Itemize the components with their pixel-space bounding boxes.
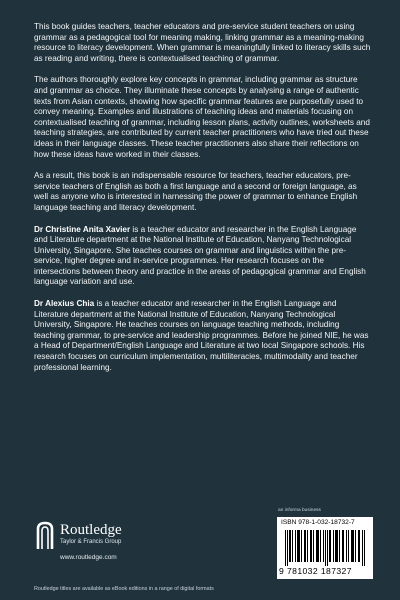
routledge-logo-icon [34, 521, 56, 551]
author-name: Dr Alexius Chia [34, 299, 95, 309]
publisher-name: Routledge [60, 522, 122, 538]
author-bio-1 [34, 225, 372, 289]
author-bio-2 [34, 299, 372, 373]
description-paragraph-3: As a result, this book is an indispensable resource for teachers, teacher educators, pre-service teachers of English as both a first language and a second or foreign language, as well as anyone who is interested in harnessing the power of grammar to enhance English language teaching and literacy development. [34, 171, 358, 212]
cover-footer [0, 508, 400, 600]
author-bio-text: is a teacher educator and researcher in the English Language and Literature department at the National Institute of Education, Nanyang Technological University, Singapore. She teaches courses on grammar and linguistics within the pre-service, higher degree and in-service programmes. Her research focuses on the intersections between theory and practice in the areas of pedagogical grammar and English language variation and use. [34, 224, 366, 287]
publisher-group: Taylor & Francis Group [60, 539, 122, 545]
description-paragraph-2: The authors thoroughly explore key concepts in grammar, including grammar as structure and grammar as choice. They illuminate these concepts by analysing a range of authentic texts from Asian contexts, showing how specific grammar features are purposefully used to convey meaning. Examples and illustrations of teaching ideas and materials focusing on contextualised teaching of grammar, including lesson plans, activity outlines, worksheets and teaching strategies, are contributed by current teacher practitioners who have tried out these ideas in their language classes. These teacher practitioners also share their reflections on how these ideas have worked in their classes. [34, 75, 370, 159]
barcode-number: 9 781032 187327 [279, 566, 352, 576]
publisher-website: www.routledge.com [60, 554, 117, 561]
isbn-barcode [277, 517, 373, 579]
ebook-note: Routledge titles are available as eBook editions in a range of digital formats [34, 586, 214, 592]
author-name: Dr Christine Anita Xavier [34, 224, 131, 234]
description-paragraph-1: This book guides teachers, teacher educators and pre-service student teachers on using grammar as a pedagogical tool for meaning making, linking grammar as a meaning-making resource to literacy development. When grammar is meaningfully linked to literacy skills such as reading and writing, there is contextualised teaching of grammar. [34, 22, 371, 63]
barcode-icon [285, 530, 367, 566]
publisher-logo-text [60, 522, 122, 546]
informa-tagline: an informa business [278, 508, 321, 513]
author-bio-text: is a teacher educator and researcher in the English Language and Literature department at the National Institute of Education, Nanyang Technological University, Singapore. He teaches courses on language teaching methods, including teaching grammar, to pre-service and leadership programmes. Before he joined NIE, he was a Head of Department/English Language and Literature at two local Singapore schools. His research focuses on curriculum implementation, multiliteracies, multimodality and teacher professional learning. [34, 299, 369, 372]
isbn-label: ISBN 978-1-032-18732-7 [281, 519, 355, 526]
back-cover-text [34, 22, 372, 384]
